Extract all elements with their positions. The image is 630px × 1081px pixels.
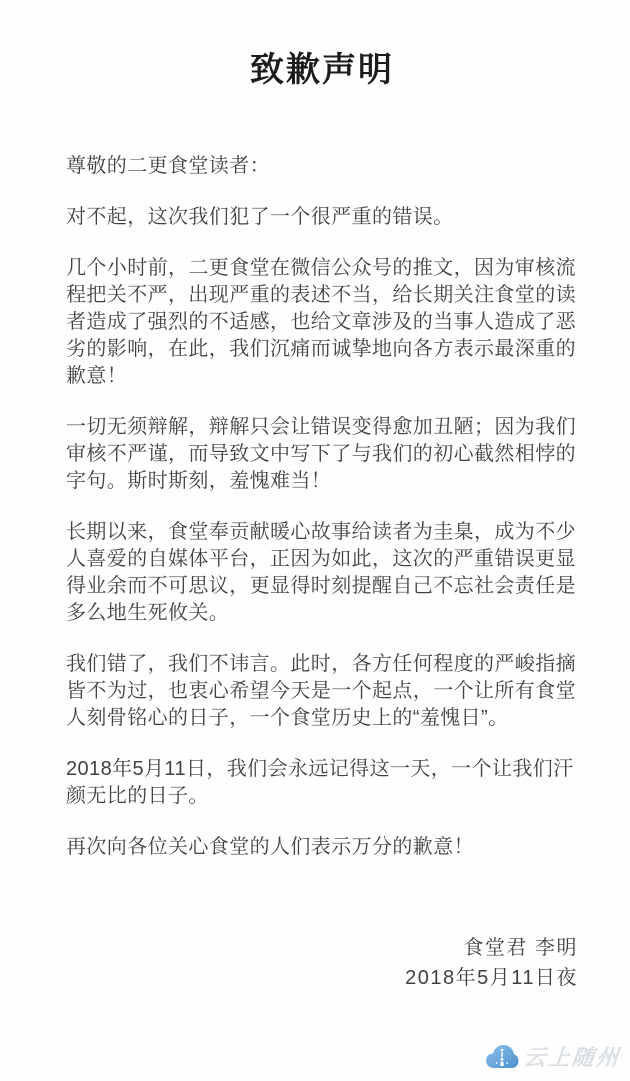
apology-document xyxy=(66,0,578,993)
body-paragraph-5: 我们错了，我们不讳言。此时，各方任何程度的严峻指摘皆不为过，也衷心希望今天是一个起点，一个让所有食堂人刻骨铭心的日子，一个食堂历史上的“羞愧日”。 xyxy=(66,653,576,729)
watermark xyxy=(485,1041,620,1072)
page-title: 致歉声明 xyxy=(250,51,394,89)
salutation: 尊敬的二更食堂读者： xyxy=(66,155,270,177)
cloud-broadcast-tower-icon xyxy=(485,1043,519,1070)
signature-name: 食堂君 李明 xyxy=(463,937,578,959)
body-paragraph-6: 2018年5月11日，我们会永远记得这一天，一个让我们汗颜无比的日子。 xyxy=(66,758,574,807)
body-paragraph-2: 几个小时前，二更食堂在微信公众号的推文，因为审核流程把关不严，出现严重的表述不当，给长期关注食堂的读者造成了强烈的不适感，也给文章涉及的当事人造成了恶劣的影响，在此，我们沉痛而诚挚地向各方表示最深重的歉意！ xyxy=(66,257,576,387)
watermark-text: 云上随州 xyxy=(522,1045,622,1070)
signature-date: 2018年5月11日夜 xyxy=(405,967,578,989)
body-paragraph-4: 长期以来，食堂奉贡献暖心故事给读者为圭臬，成为不少人喜爱的自媒体平台，正因为如此，这次的严重错误更显得业余而不可思议，更显得时刻提醒自己不忘社会责任是多么地生死攸关。 xyxy=(66,521,576,624)
signature-block xyxy=(66,933,578,993)
body-paragraph-1: 对不起，这次我们犯了一个很严重的错误。 xyxy=(66,206,454,228)
body-paragraph-7: 再次向各位关心食堂的人们表示万分的歉意！ xyxy=(66,836,474,858)
body-paragraph-3: 一切无须辩解，辩解只会让错误变得愈加丑陋；因为我们审核不严谨，而导致文中写下了与我们的初心截然相悖的字句。斯时斯刻，羞愧难当！ xyxy=(66,416,576,492)
